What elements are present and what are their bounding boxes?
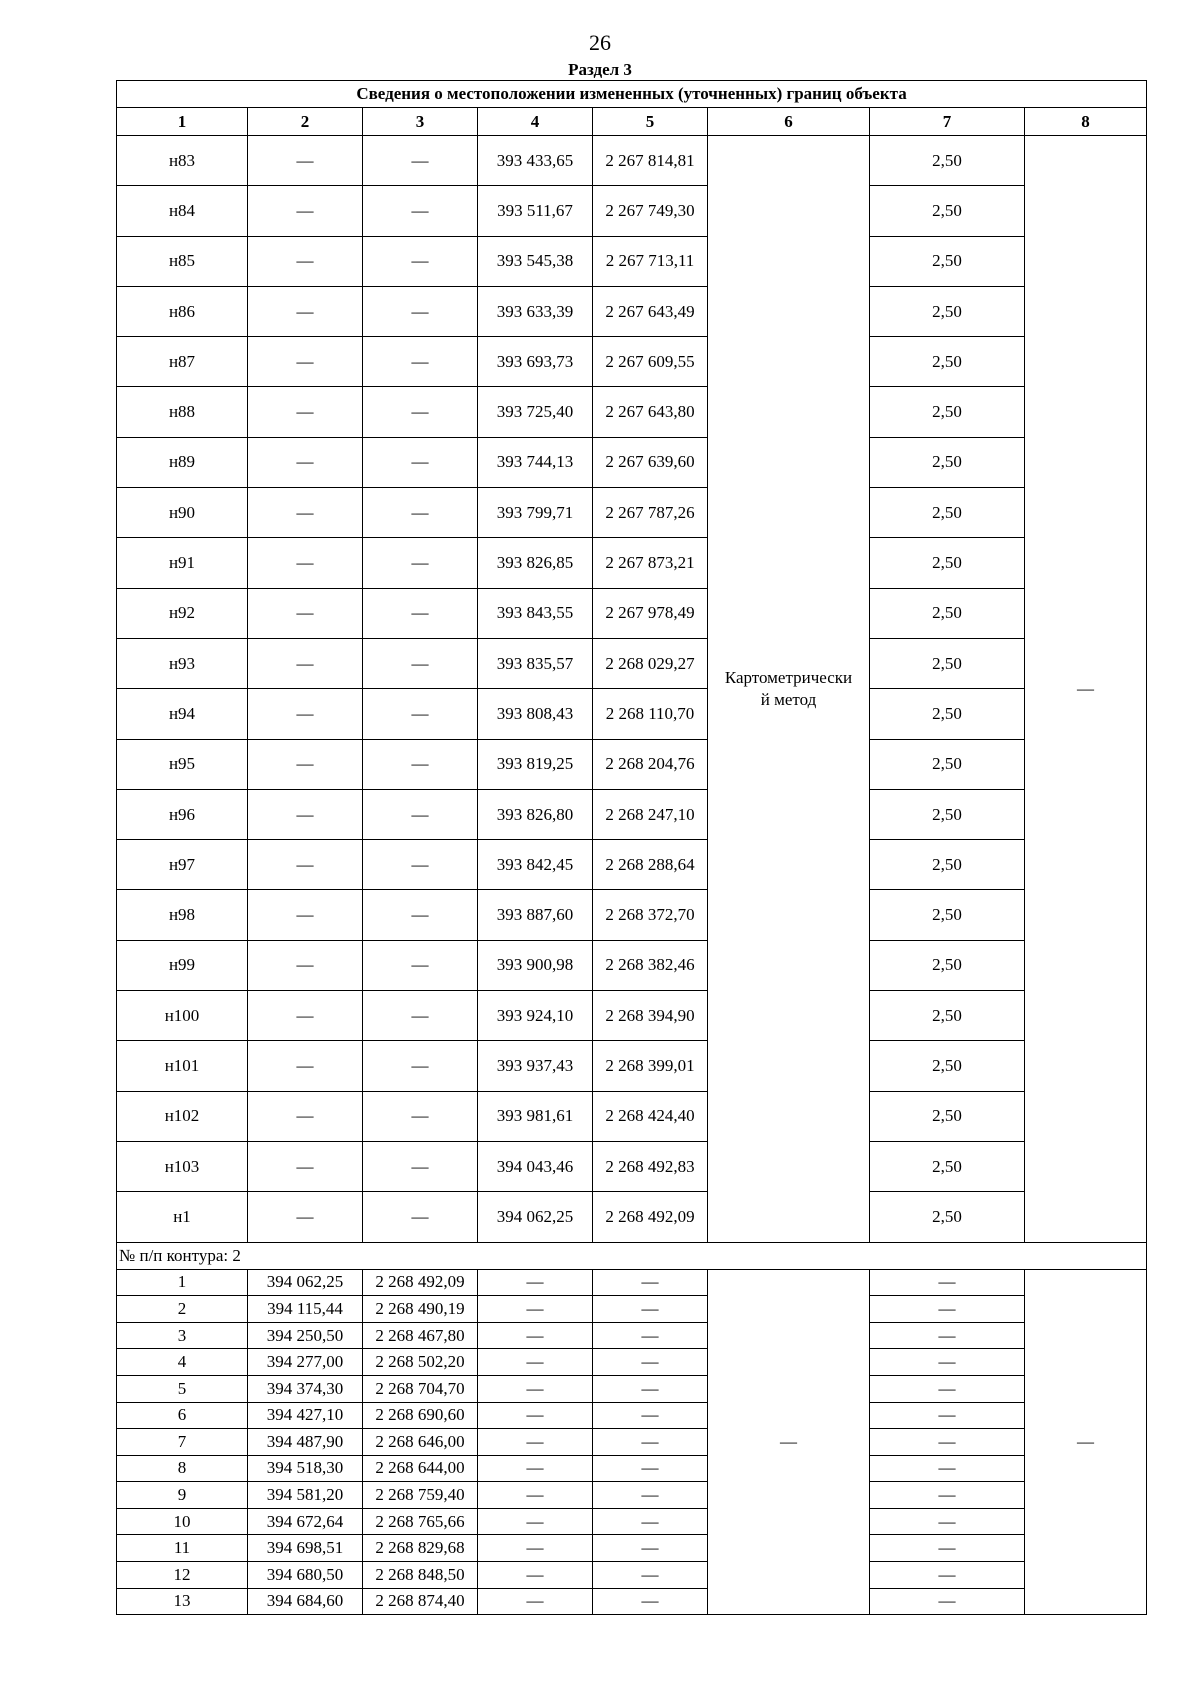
col7-value: — <box>870 1535 1025 1562</box>
col3-value: — <box>363 437 478 487</box>
point-label: н97 <box>117 840 248 890</box>
y-coordinate: 2 268 467,80 <box>363 1322 478 1349</box>
col3-value: — <box>363 840 478 890</box>
x-coordinate: 393 842,45 <box>478 840 593 890</box>
accuracy-value: 2,50 <box>870 337 1025 387</box>
col7-value: — <box>870 1508 1025 1535</box>
point-label: н89 <box>117 437 248 487</box>
x-coordinate: 393 835,57 <box>478 638 593 688</box>
col4-value: — <box>478 1349 593 1376</box>
table-caption-row <box>117 81 1147 108</box>
y-coordinate: 2 267 713,11 <box>593 236 708 286</box>
section-title: Раздел 3 <box>568 60 632 79</box>
table-row <box>117 337 1147 387</box>
point-label: 7 <box>117 1429 248 1456</box>
table-row <box>117 186 1147 236</box>
col2-value: — <box>248 1141 363 1191</box>
col7-value: — <box>870 1562 1025 1589</box>
y-coordinate: 2 268 492,83 <box>593 1141 708 1191</box>
y-coordinate: 2 268 288,64 <box>593 840 708 890</box>
table-row <box>117 1375 1147 1402</box>
point-label: н92 <box>117 588 248 638</box>
col2-value: — <box>248 588 363 638</box>
table-row <box>117 1455 1147 1482</box>
accuracy-value: 2,50 <box>870 286 1025 336</box>
col7-value: — <box>870 1429 1025 1456</box>
y-coordinate: 2 268 759,40 <box>363 1482 478 1509</box>
accuracy-value: 2,50 <box>870 387 1025 437</box>
y-coordinate: 2 267 609,55 <box>593 337 708 387</box>
table-row <box>117 789 1147 839</box>
col3-value: — <box>363 186 478 236</box>
table-row <box>117 387 1147 437</box>
col4-value: — <box>478 1269 593 1296</box>
boundary-table <box>116 80 1147 1615</box>
y-coordinate: 2 268 690,60 <box>363 1402 478 1429</box>
column-header-8: 8 <box>1025 108 1147 136</box>
x-coordinate: 393 826,85 <box>478 538 593 588</box>
accuracy-value: 2,50 <box>870 538 1025 588</box>
y-coordinate: 2 268 247,10 <box>593 789 708 839</box>
method-text-line1: Картометрически <box>724 667 853 687</box>
x-coordinate: 393 511,67 <box>478 186 593 236</box>
col3-value: — <box>363 689 478 739</box>
col2-value: — <box>248 437 363 487</box>
col7-value: — <box>870 1455 1025 1482</box>
point-label: н91 <box>117 538 248 588</box>
col3-value: — <box>363 739 478 789</box>
x-coordinate: 394 672,64 <box>248 1508 363 1535</box>
y-coordinate: 2 268 829,68 <box>363 1535 478 1562</box>
col5-value: — <box>593 1455 708 1482</box>
table-row <box>117 1269 1147 1296</box>
y-coordinate: 2 268 848,50 <box>363 1562 478 1589</box>
point-label: 2 <box>117 1296 248 1323</box>
table-row <box>117 286 1147 336</box>
column-header-2: 2 <box>248 108 363 136</box>
col2-value: — <box>248 136 363 186</box>
x-coordinate: 394 487,90 <box>248 1429 363 1456</box>
col2-value: — <box>248 940 363 990</box>
y-coordinate: 2 268 372,70 <box>593 890 708 940</box>
table-row <box>117 1296 1147 1323</box>
col5-value: — <box>593 1535 708 1562</box>
col5-value: — <box>593 1269 708 1296</box>
y-coordinate: 2 267 639,60 <box>593 437 708 487</box>
col4-value: — <box>478 1402 593 1429</box>
x-coordinate: 394 518,30 <box>248 1455 363 1482</box>
accuracy-value: 2,50 <box>870 236 1025 286</box>
point-label: н85 <box>117 236 248 286</box>
table-row <box>117 1041 1147 1091</box>
y-coordinate: 2 267 643,80 <box>593 387 708 437</box>
x-coordinate: 393 900,98 <box>478 940 593 990</box>
y-coordinate: 2 267 749,30 <box>593 186 708 236</box>
table-row <box>117 437 1147 487</box>
table-row <box>117 940 1147 990</box>
x-coordinate: 393 826,80 <box>478 789 593 839</box>
x-coordinate: 393 981,61 <box>478 1091 593 1141</box>
y-coordinate: 2 268 704,70 <box>363 1375 478 1402</box>
point-label: 3 <box>117 1322 248 1349</box>
table-row <box>117 890 1147 940</box>
point-label: н101 <box>117 1041 248 1091</box>
y-coordinate: 2 267 978,49 <box>593 588 708 638</box>
col2-value: — <box>248 1091 363 1141</box>
col2-value: — <box>248 840 363 890</box>
col7-value: — <box>870 1269 1025 1296</box>
x-coordinate: 394 250,50 <box>248 1322 363 1349</box>
col3-value: — <box>363 387 478 437</box>
col3-value: — <box>363 638 478 688</box>
col8-value: — <box>1025 1269 1147 1615</box>
x-coordinate: 394 277,00 <box>248 1349 363 1376</box>
x-coordinate: 393 819,25 <box>478 739 593 789</box>
y-coordinate: 2 268 382,46 <box>593 940 708 990</box>
y-coordinate: 2 267 873,21 <box>593 538 708 588</box>
column-header-row <box>117 108 1147 136</box>
accuracy-value: 2,50 <box>870 689 1025 739</box>
table-row <box>117 1141 1147 1191</box>
x-coordinate: 393 693,73 <box>478 337 593 387</box>
x-coordinate: 394 062,25 <box>478 1192 593 1242</box>
col5-value: — <box>593 1562 708 1589</box>
point-label: 1 <box>117 1269 248 1296</box>
method-cell <box>708 136 870 1243</box>
accuracy-value: 2,50 <box>870 437 1025 487</box>
y-coordinate: 2 268 765,66 <box>363 1508 478 1535</box>
col5-value: — <box>593 1375 708 1402</box>
accuracy-value: 2,50 <box>870 991 1025 1041</box>
column-header-4: 4 <box>478 108 593 136</box>
col3-value: — <box>363 940 478 990</box>
contour-label: № п/п контура: 2 <box>117 1242 1147 1269</box>
col5-value: — <box>593 1402 708 1429</box>
col4-value: — <box>478 1375 593 1402</box>
point-label: н1 <box>117 1192 248 1242</box>
point-label: 6 <box>117 1402 248 1429</box>
point-label: н94 <box>117 689 248 739</box>
y-coordinate: 2 268 646,00 <box>363 1429 478 1456</box>
accuracy-value: 2,50 <box>870 890 1025 940</box>
table-row <box>117 1091 1147 1141</box>
table-row <box>117 1192 1147 1242</box>
col3-value: — <box>363 1091 478 1141</box>
col3-value: — <box>363 538 478 588</box>
column-header-1: 1 <box>117 108 248 136</box>
col7-value: — <box>870 1322 1025 1349</box>
point-label: 13 <box>117 1588 248 1615</box>
accuracy-value: 2,50 <box>870 789 1025 839</box>
y-coordinate: 2 268 110,70 <box>593 689 708 739</box>
table-row <box>117 236 1147 286</box>
table-row <box>117 488 1147 538</box>
x-coordinate: 393 799,71 <box>478 488 593 538</box>
col4-value: — <box>478 1588 593 1615</box>
column-header-3: 3 <box>363 108 478 136</box>
table-row <box>117 1322 1147 1349</box>
x-coordinate: 393 744,13 <box>478 437 593 487</box>
accuracy-value: 2,50 <box>870 840 1025 890</box>
table-row <box>117 1562 1147 1589</box>
col2-value: — <box>248 638 363 688</box>
col7-value: — <box>870 1296 1025 1323</box>
table-row <box>117 588 1147 638</box>
point-label: н88 <box>117 387 248 437</box>
accuracy-value: 2,50 <box>870 739 1025 789</box>
col5-value: — <box>593 1482 708 1509</box>
x-coordinate: 393 808,43 <box>478 689 593 739</box>
col2-value: — <box>248 789 363 839</box>
col2-value: — <box>248 538 363 588</box>
col3-value: — <box>363 1041 478 1091</box>
col2-value: — <box>248 387 363 437</box>
point-label: н99 <box>117 940 248 990</box>
x-coordinate: 394 062,25 <box>248 1269 363 1296</box>
accuracy-value: 2,50 <box>870 1141 1025 1191</box>
point-label: н83 <box>117 136 248 186</box>
y-coordinate: 2 267 787,26 <box>593 488 708 538</box>
table-row <box>117 1508 1147 1535</box>
col2-value: — <box>248 286 363 336</box>
col4-value: — <box>478 1429 593 1456</box>
column-header-6: 6 <box>708 108 870 136</box>
y-coordinate: 2 268 394,90 <box>593 991 708 1041</box>
col7-value: — <box>870 1482 1025 1509</box>
col4-value: — <box>478 1562 593 1589</box>
accuracy-value: 2,50 <box>870 186 1025 236</box>
col5-value: — <box>593 1322 708 1349</box>
col7-value: — <box>870 1349 1025 1376</box>
table-row <box>117 991 1147 1041</box>
column-header-7: 7 <box>870 108 1025 136</box>
col3-value: — <box>363 286 478 336</box>
x-coordinate: 394 115,44 <box>248 1296 363 1323</box>
col3-value: — <box>363 991 478 1041</box>
accuracy-value: 2,50 <box>870 1091 1025 1141</box>
point-label: 12 <box>117 1562 248 1589</box>
col2-value: — <box>248 236 363 286</box>
x-coordinate: 393 843,55 <box>478 588 593 638</box>
y-coordinate: 2 268 204,76 <box>593 739 708 789</box>
col4-value: — <box>478 1455 593 1482</box>
x-coordinate: 393 545,38 <box>478 236 593 286</box>
point-label: н90 <box>117 488 248 538</box>
y-coordinate: 2 268 424,40 <box>593 1091 708 1141</box>
y-coordinate: 2 268 490,19 <box>363 1296 478 1323</box>
accuracy-value: 2,50 <box>870 488 1025 538</box>
point-label: 9 <box>117 1482 248 1509</box>
col3-value: — <box>363 789 478 839</box>
point-label: н93 <box>117 638 248 688</box>
accuracy-value: 2,50 <box>870 1041 1025 1091</box>
col3-value: — <box>363 1141 478 1191</box>
col4-value: — <box>478 1482 593 1509</box>
table-row <box>117 1429 1147 1456</box>
col4-value: — <box>478 1296 593 1323</box>
y-coordinate: 2 268 029,27 <box>593 638 708 688</box>
accuracy-value: 2,50 <box>870 638 1025 688</box>
table-row <box>117 1588 1147 1615</box>
table-body <box>117 81 1147 1615</box>
y-coordinate: 2 268 874,40 <box>363 1588 478 1615</box>
point-label: н102 <box>117 1091 248 1141</box>
col3-value: — <box>363 337 478 387</box>
table-row <box>117 689 1147 739</box>
table-row <box>117 638 1147 688</box>
col8-value: — <box>1025 136 1147 1243</box>
point-label: н98 <box>117 890 248 940</box>
col2-value: — <box>248 186 363 236</box>
y-coordinate: 2 267 814,81 <box>593 136 708 186</box>
col3-value: — <box>363 136 478 186</box>
y-coordinate: 2 268 492,09 <box>363 1269 478 1296</box>
col3-value: — <box>363 890 478 940</box>
col5-value: — <box>593 1429 708 1456</box>
col5-value: — <box>593 1349 708 1376</box>
col7-value: — <box>870 1402 1025 1429</box>
col5-value: — <box>593 1588 708 1615</box>
col7-value: — <box>870 1375 1025 1402</box>
accuracy-value: 2,50 <box>870 940 1025 990</box>
x-coordinate: 393 725,40 <box>478 387 593 437</box>
x-coordinate: 394 581,20 <box>248 1482 363 1509</box>
col6-value: — <box>708 1269 870 1615</box>
table-row <box>117 538 1147 588</box>
table-row <box>117 136 1147 186</box>
y-coordinate: 2 268 644,00 <box>363 1455 478 1482</box>
col3-value: — <box>363 1192 478 1242</box>
x-coordinate: 394 698,51 <box>248 1535 363 1562</box>
point-label: н86 <box>117 286 248 336</box>
x-coordinate: 393 887,60 <box>478 890 593 940</box>
y-coordinate: 2 268 399,01 <box>593 1041 708 1091</box>
x-coordinate: 393 433,65 <box>478 136 593 186</box>
col4-value: — <box>478 1322 593 1349</box>
point-label: н84 <box>117 186 248 236</box>
col3-value: — <box>363 236 478 286</box>
x-coordinate: 394 427,10 <box>248 1402 363 1429</box>
y-coordinate: 2 268 492,09 <box>593 1192 708 1242</box>
x-coordinate: 393 924,10 <box>478 991 593 1041</box>
accuracy-value: 2,50 <box>870 136 1025 186</box>
table-row <box>117 1402 1147 1429</box>
col2-value: — <box>248 739 363 789</box>
point-label: 8 <box>117 1455 248 1482</box>
point-label: 10 <box>117 1508 248 1535</box>
col2-value: — <box>248 488 363 538</box>
point-label: 5 <box>117 1375 248 1402</box>
col2-value: — <box>248 890 363 940</box>
col7-value: — <box>870 1588 1025 1615</box>
x-coordinate: 394 043,46 <box>478 1141 593 1191</box>
col2-value: — <box>248 1041 363 1091</box>
table-row <box>117 1535 1147 1562</box>
x-coordinate: 394 374,30 <box>248 1375 363 1402</box>
col2-value: — <box>248 1192 363 1242</box>
col5-value: — <box>593 1508 708 1535</box>
x-coordinate: 393 937,43 <box>478 1041 593 1091</box>
x-coordinate: 394 684,60 <box>248 1588 363 1615</box>
column-header-5: 5 <box>593 108 708 136</box>
col3-value: — <box>363 588 478 638</box>
col2-value: — <box>248 689 363 739</box>
col3-value: — <box>363 488 478 538</box>
point-label: н87 <box>117 337 248 387</box>
point-label: 4 <box>117 1349 248 1376</box>
table-row <box>117 739 1147 789</box>
table-row <box>117 840 1147 890</box>
col4-value: — <box>478 1535 593 1562</box>
col5-value: — <box>593 1296 708 1323</box>
col2-value: — <box>248 337 363 387</box>
point-label: н103 <box>117 1141 248 1191</box>
page-number: 26 <box>589 30 611 55</box>
table-row <box>117 1349 1147 1376</box>
point-label: 11 <box>117 1535 248 1562</box>
method-text-line2: й метод <box>760 689 817 709</box>
point-label: н95 <box>117 739 248 789</box>
table-row <box>117 1482 1147 1509</box>
point-label: н96 <box>117 789 248 839</box>
contour-label-row <box>117 1242 1147 1269</box>
table-caption: Сведения о местоположении измененных (уточненных) границ объекта <box>117 81 1147 108</box>
y-coordinate: 2 267 643,49 <box>593 286 708 336</box>
y-coordinate: 2 268 502,20 <box>363 1349 478 1376</box>
col2-value: — <box>248 991 363 1041</box>
x-coordinate: 393 633,39 <box>478 286 593 336</box>
accuracy-value: 2,50 <box>870 588 1025 638</box>
col4-value: — <box>478 1508 593 1535</box>
point-label: н100 <box>117 991 248 1041</box>
x-coordinate: 394 680,50 <box>248 1562 363 1589</box>
accuracy-value: 2,50 <box>870 1192 1025 1242</box>
